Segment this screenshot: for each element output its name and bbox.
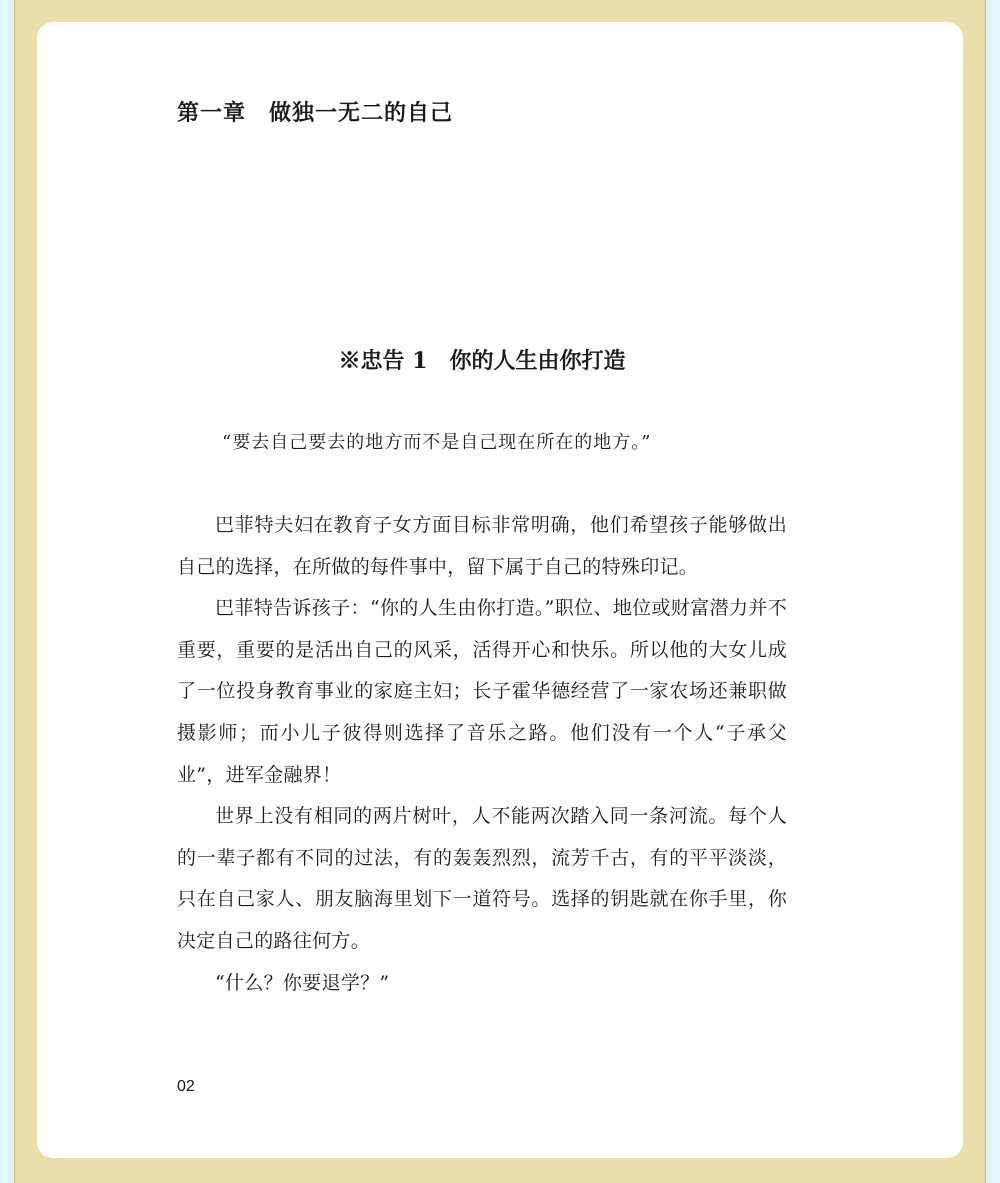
paragraph-1: 巴菲特夫妇在教育子女方面目标非常明确，他们希望孩子能够做出自己的选择，在所做的每件事中，留下属于自己的特殊印记。 bbox=[177, 514, 787, 578]
paragraph-4: “什么？你要退学？” bbox=[215, 971, 390, 994]
epigraph-quote: “要去自己要去的地方而不是自己现在所在的地方。” bbox=[222, 432, 652, 453]
book-page bbox=[37, 22, 963, 1158]
paragraph-3: 世界上没有相同的两片树叶，人不能两次踏入同一条河流。每个人的一辈子都有不同的过法，有的轰轰烈烈，流芳千古，有的平平淡淡，只在自己家人、朋友脑海里划下一道符号。选择的钥匙就在你手里，你决定自己的路往何方。 bbox=[177, 805, 787, 952]
paragraph-2: 巴菲特告诉孩子：“你的人生由你打造。”职位、地位或财富潜力并不重要，重要的是活出自己的风采，活得开心和快乐。所以他的大女儿成了一位投身教育事业的家庭主妇；长子霍华德经营了一家农场还兼职做摄影师；而小儿子彼得则选择了音乐之路。他们没有一个人“子承父业”，进军金融界！ bbox=[177, 597, 787, 786]
page-number: 02 bbox=[177, 1078, 195, 1095]
section-title: ※忠告 1 你的人生由你打造 bbox=[338, 348, 626, 374]
chapter-title: 第一章 做独一无二的自己 bbox=[177, 101, 454, 126]
body-text bbox=[177, 505, 787, 1004]
